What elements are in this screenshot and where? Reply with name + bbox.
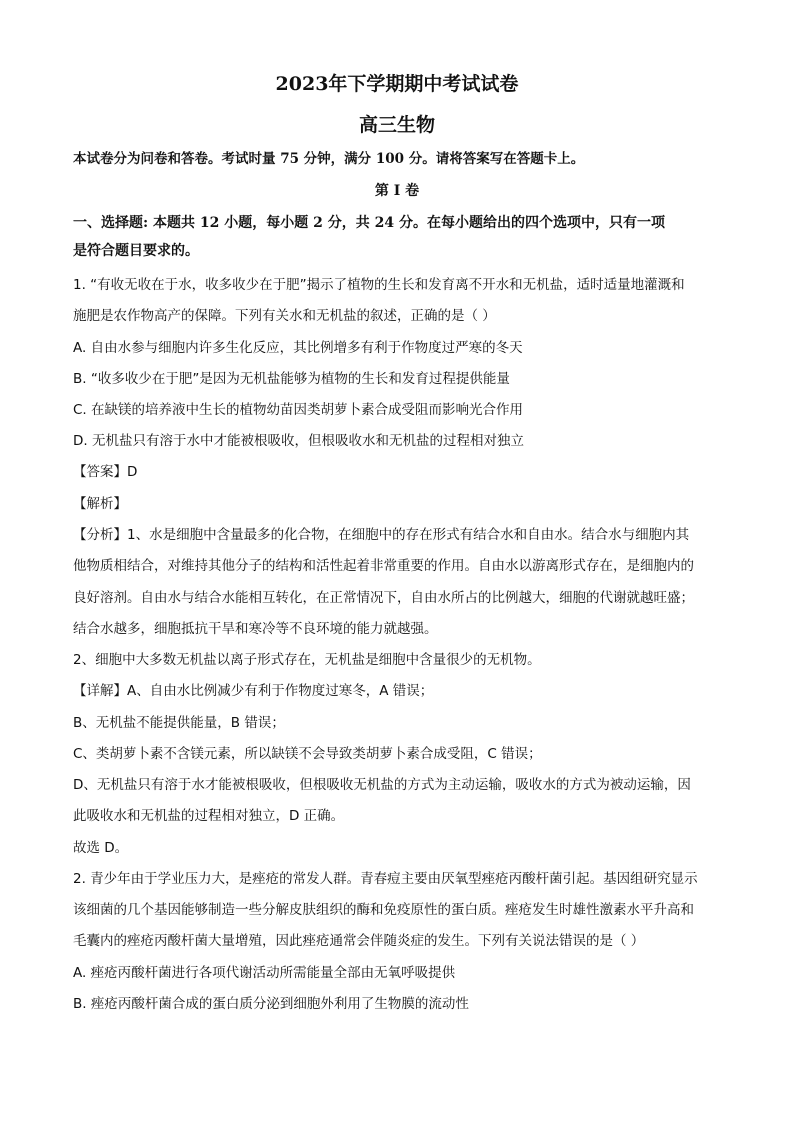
question-1-analysis: 2、细胞中大多数无机盐以离子形式存在，无机盐是细胞中含量很少的无机物。: [73, 652, 541, 668]
question-1-detail: D、无机盐只有溶于水才能被根吸收，但根吸收无机盐的方式为主动运输，吸收水的方式为被动运输，因: [73, 777, 691, 793]
section-heading: 一、选择题: 本题共 12 小题，每小题 2 分，共 24 分。在每小题给出的四个选项中，只有一项: [73, 215, 665, 231]
question-1-analysis: 良好溶剂。自由水与结合水能相互转化，在正常情况下，自由水所占的比例越大，细胞的代谢就越旺盛；: [73, 590, 694, 606]
volume-label: 第 I 卷: [374, 183, 420, 199]
question-1-analysis: 【分析】1、水是细胞中含量最多的化合物，在细胞中的存在形式有结合水和自由水。结合水与细胞内其: [73, 527, 690, 543]
question-1-detail: 【详解】A、自由水比例减少有利于作物度过寒冬，A 错误；: [73, 683, 434, 699]
question-1-option-a: A. 自由水参与细胞内许多生化反应，其比例增多有利于作物度过严寒的冬天: [73, 340, 523, 356]
question-1-detail: B、无机盐不能提供能量，B 错误；: [73, 715, 285, 731]
question-1-analysis: 他物质相结合，对维持其他分子的结构和活性起着非常重要的作用。自由水以游离形式存在，是细胞内的: [73, 558, 694, 574]
question-1-detail: 此吸收水和无机盐的过程相对独立，D 正确。: [73, 808, 345, 824]
question-2-stem-cont: 毛囊内的痤疮丙酸杆菌大量增殖，因此痤疮通常会伴随炎症的发生。下列有关说法错误的是（ ）: [73, 933, 645, 949]
question-1-conclusion: 故选 D。: [73, 840, 129, 856]
page-title: 2023年下学期期中考试试卷: [275, 73, 519, 95]
question-2-stem: 2. 青少年由于学业压力大，是痤疮的常发人群。青春痘主要由厌氧型痤疮丙酸杆菌引起。基因组研究显示: [73, 871, 698, 887]
question-2-stem-cont: 该细菌的几个基因能够制造一些分解皮肤组织的酶和免疫原性的蛋白质。痤疮发生时雄性激素水平升高和: [73, 902, 694, 918]
question-1-answer: 【答案】D: [73, 464, 138, 480]
page-subtitle: 高三生物: [358, 114, 435, 136]
question-1-option-b: B. “收多收少在于肥”是因为无机盐能够为植物的生长和发育过程提供能量: [73, 371, 510, 387]
question-1-option-c: C. 在缺镁的培养液中生长的植物幼苗因类胡萝卜素合成受阻而影响光合作用: [73, 402, 524, 418]
exam-instructions: 本试卷分为问卷和答卷。考试时量 75 分钟，满分 100 分。请将答案写在答题卡上。: [73, 151, 585, 167]
question-1-detail: C、类胡萝卜素不含镁元素，所以缺镁不会导致类胡萝卜素合成受阻，C 错误；: [73, 746, 542, 762]
question-2-option-b: B. 痤疮丙酸杆菌合成的蛋白质分泌到细胞外利用了生物膜的流动性: [73, 996, 469, 1012]
section-heading-cont: 是符合题目要求的。: [73, 243, 199, 259]
question-1-analysis: 结合水越多，细胞抵抗干旱和寒冷等不良环境的能力就越强。: [73, 621, 438, 637]
question-2-option-a: A. 痤疮丙酸杆菌进行各项代谢活动所需能量全部由无氧呼吸提供: [73, 965, 456, 981]
question-1-analysis-label: 【解析】: [73, 496, 127, 512]
question-1-stem: 1. “有收无收在于水，收多收少在于肥”揭示了植物的生长和发育离不开水和无机盐，适时适量地灌溉和: [73, 277, 685, 293]
question-1-option-d: D. 无机盐只有溶于水中才能被根吸收，但根吸收水和无机盐的过程相对独立: [73, 433, 524, 449]
question-1-stem-cont: 施肥是农作物高产的保障。下列有关水和无机盐的叙述，正确的是（ ）: [73, 308, 496, 324]
